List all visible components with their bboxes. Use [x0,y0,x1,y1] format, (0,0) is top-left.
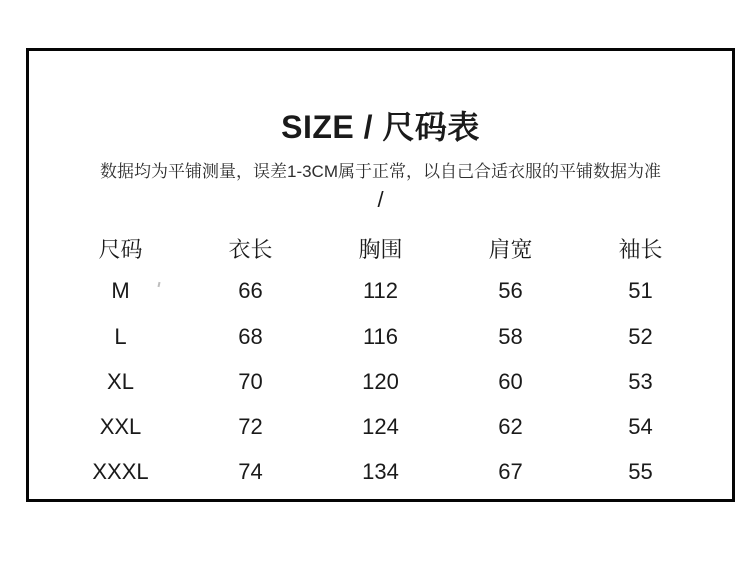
page-title: SIZE / 尺码表 [281,109,480,145]
table-row [56,359,706,404]
value-cell: 70 [238,368,263,394]
column-header-shoulder: 肩宽 [488,236,533,262]
value-cell: 62 [498,413,523,439]
table-row [56,314,706,359]
size-cell: M [111,277,130,303]
value-cell: 67 [498,458,523,484]
value-cell: 58 [498,323,523,349]
value-cell: 51 [628,277,653,303]
value-cell: 54 [628,413,653,439]
value-cell: 60 [498,368,523,394]
value-cell: 120 [362,368,399,394]
value-cell: 52 [628,323,653,349]
value-cell: 112 [362,277,399,303]
column-header-length: 衣长 [228,236,273,262]
table-header-row [56,229,706,267]
size-cell: XXL [99,413,142,439]
value-cell: 53 [628,368,653,394]
value-cell: 66 [238,277,263,303]
slash-divider: / [377,187,384,212]
size-cell: XL [107,368,134,394]
size-table [56,229,706,494]
table-row [56,404,706,449]
value-cell: 116 [362,323,399,349]
size-cell: L [114,323,127,349]
table-row [56,267,706,314]
value-cell: 134 [362,458,399,484]
value-cell: 56 [498,277,523,303]
border-frame [26,48,735,502]
value-cell: 124 [362,413,399,439]
value-cell: 68 [238,323,263,349]
measurement-note: 数据均为平铺测量，误差1-3CM属于正常，以自己合适衣服的平铺数据为准 [99,162,661,181]
size-cell: XXXL [92,458,149,484]
value-cell: 72 [238,413,263,439]
table-row [56,449,706,494]
value-cell: 55 [628,458,653,484]
column-header-sleeve: 袖长 [618,236,663,262]
value-cell: 74 [238,458,263,484]
column-header-chest: 胸围 [358,236,403,262]
column-header-size: 尺码 [98,236,143,262]
